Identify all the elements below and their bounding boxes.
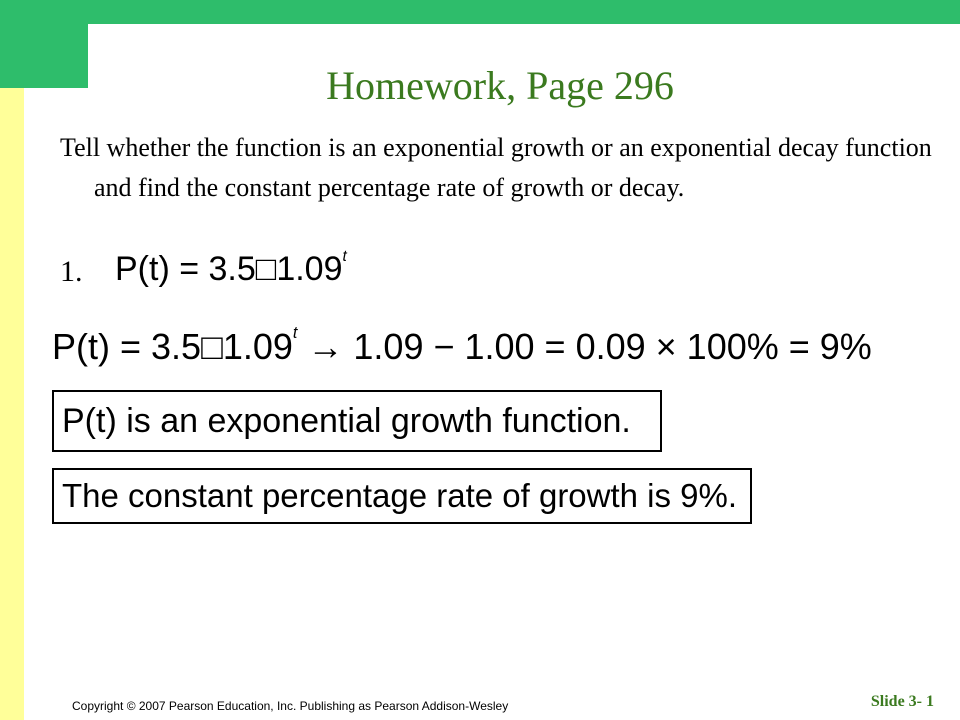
answer-growth-text: P(t) is an exponential growth function. — [62, 401, 631, 440]
solution-equation-exponent: t — [292, 324, 298, 343]
solution-equation-lhs: P(t) = 3.5 — [52, 326, 202, 367]
slide-title: Homework, Page 296 — [326, 63, 674, 108]
answer-box-growth — [52, 390, 662, 452]
answer-box-rate — [52, 468, 752, 524]
footer-copyright: Copyright © 2007 Pearson Education, Inc. Publishing as Pearson Addison-Wesley — [72, 699, 509, 713]
problem-equation-base: 1.09 — [276, 250, 343, 288]
solution-equation — [52, 326, 872, 368]
instructions-text: Tell whether the function is an exponential growth or an exponential decay function and find the constant percentage rate of growth or decay. — [60, 133, 932, 202]
solution-equation-glyph: □ — [201, 326, 223, 367]
answer-rate-text: The constant percentage rate of growth is 9%. — [62, 477, 738, 514]
problem-number: 1. — [60, 255, 83, 288]
problem-equation — [115, 250, 347, 289]
problem-equation-exponent: t — [342, 248, 347, 266]
slide-number: Slide 3- 1 — [870, 693, 934, 710]
top-accent-bar — [0, 0, 960, 24]
solution-equation-base: 1.09 — [222, 326, 293, 367]
problem-equation-glyph: □ — [255, 250, 277, 288]
problem-equation-lhs: P(t) = 3.5 — [115, 250, 256, 288]
solution-equation-rhs: → 1.09 − 1.00 = 0.09 × 100% = 9% — [297, 326, 872, 367]
